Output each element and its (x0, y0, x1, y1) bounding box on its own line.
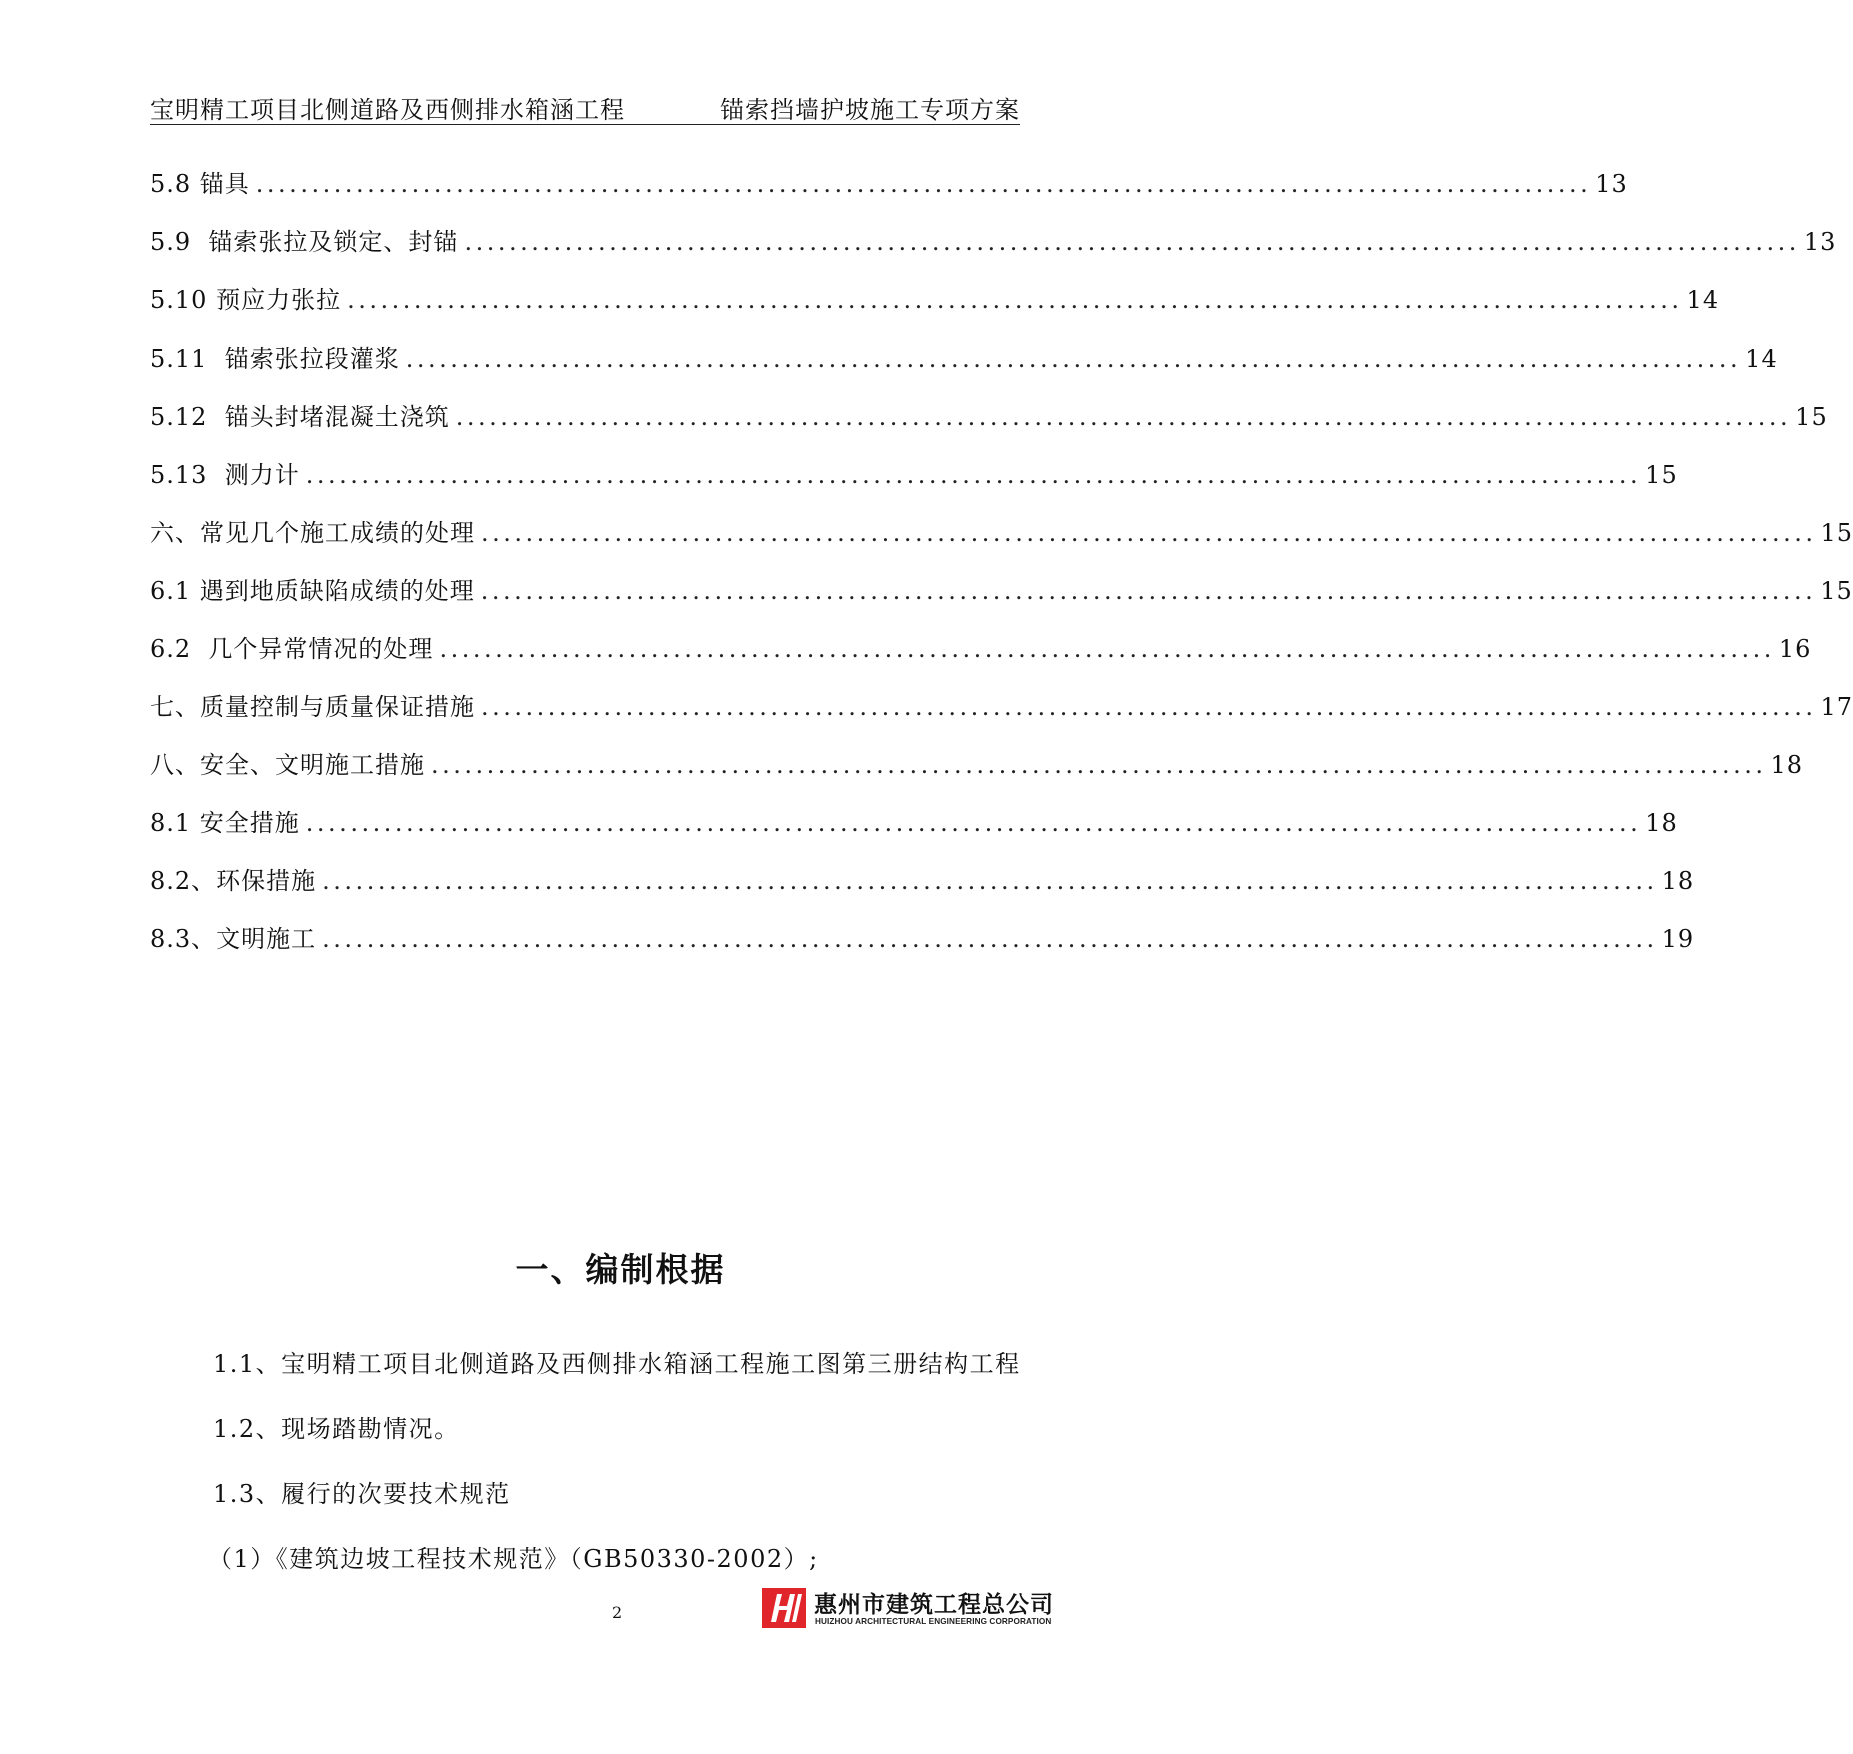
toc-entry-page: 13 (1803, 228, 1837, 256)
toc-leader-dots: ........................................................................................................................ (455, 403, 1792, 431)
toc-entry[interactable] (150, 861, 1695, 897)
toc-entry[interactable] (150, 919, 1695, 955)
toc-entry-label: 8.1 安全措施 (150, 809, 300, 837)
toc-leader-dots: ........................................................................................................................ (480, 577, 1817, 605)
toc-entry-label: 六、常见几个施工成绩的处理 (150, 519, 475, 547)
toc-leader-dots: ........................................................................................................................ (322, 925, 1658, 953)
company-name-en: HUIZHOU ARCHITECTURAL ENGINEERING CORPORATION (815, 1617, 1052, 1626)
toc-entry-label: 5.9 锚索张拉及锁定、封锚 (150, 228, 459, 256)
toc-entry-label: 8.2、环保措施 (150, 867, 317, 895)
toc-entry-label: 8.3、文明施工 (150, 925, 317, 953)
page-number: 2 (612, 1603, 623, 1622)
toc-entry[interactable] (150, 571, 1853, 607)
toc-entry[interactable] (150, 513, 1853, 549)
toc-entry-label: 七、质量控制与质量保证措施 (150, 693, 475, 721)
toc-leader-dots: ........................................................................................................................ (431, 751, 1767, 779)
toc-entry-page: 18 (1645, 809, 1678, 837)
toc-entry[interactable] (150, 339, 1778, 375)
toc-leader-dots: ........................................................................................................................ (481, 519, 1817, 547)
toc-entry[interactable] (150, 629, 1812, 665)
toc-entry-page: 19 (1661, 925, 1695, 953)
company-logo (762, 1588, 1062, 1630)
toc-entry-page: 16 (1778, 635, 1812, 663)
company-logo-icon (762, 1588, 806, 1628)
body-paragraph: （1）《建筑边坡工程技术规范》（GB50330-2002）; (208, 1545, 819, 1573)
toc-entry-page: 15 (1820, 577, 1853, 605)
toc-entry-label: 5.11 锚索张拉段灌浆 (150, 345, 400, 373)
toc-entry-page: 13 (1595, 170, 1628, 198)
toc-leader-dots: ........................................................................................................................ (464, 228, 1800, 256)
body-paragraph: 1.3、履行的次要技术规范 (213, 1480, 511, 1508)
toc-leader-dots: ........................................................................................................................ (305, 809, 1642, 837)
toc-entry-label: 5.12 锚头封堵混凝土浇筑 (150, 403, 450, 431)
toc-entry-page: 15 (1820, 519, 1853, 547)
toc-entry-page: 17 (1820, 693, 1853, 721)
section-heading: 一、编制根据 (515, 1250, 726, 1289)
toc-entry-label: 6.1 遇到地质缺陷成绩的处理 (150, 577, 475, 605)
toc-entry-page: 14 (1686, 286, 1720, 314)
toc-entry[interactable] (150, 687, 1853, 723)
toc-entry[interactable] (150, 455, 1678, 491)
header-project-title: 宝明精工项目北侧道路及西侧排水箱涵工程 (150, 96, 625, 124)
toc-entry[interactable] (150, 280, 1720, 316)
toc-leader-dots: ........................................................................................................................ (481, 693, 1817, 721)
toc-entry-page: 18 (1661, 867, 1695, 895)
body-paragraph: 1.2、现场踏勘情况。 (213, 1415, 460, 1443)
company-name-cn: 惠州市建筑工程总公司 (814, 1592, 1054, 1618)
toc-leader-dots: ........................................................................................................................ (322, 867, 1658, 895)
toc-entry-page: 15 (1795, 403, 1828, 431)
toc-entry-label: 5.10 预应力张拉 (150, 286, 342, 314)
body-paragraph: 1.1、宝明精工项目北侧道路及西侧排水箱涵工程施工图第三册结构工程 (213, 1350, 1021, 1378)
toc-entry[interactable] (150, 164, 1628, 200)
toc-entry[interactable] (150, 397, 1828, 433)
toc-leader-dots: ........................................................................................................................ (347, 286, 1683, 314)
toc-entry-label: 5.8 锚具 (150, 170, 250, 198)
toc-entry-label: 5.13 测力计 (150, 461, 300, 489)
toc-entry-label: 八、安全、文明施工措施 (150, 751, 425, 779)
toc-entry-label: 6.2 几个异常情况的处理 (150, 635, 434, 663)
toc-leader-dots: ........................................................................................................................ (405, 345, 1742, 373)
toc-entry[interactable] (150, 803, 1678, 839)
toc-leader-dots: ........................................................................................................................ (439, 635, 1775, 663)
toc-leader-dots: ........................................................................................................................ (305, 461, 1642, 489)
toc-entry-page: 15 (1645, 461, 1678, 489)
toc-leader-dots: ........................................................................................................................ (255, 170, 1592, 198)
toc-entry[interactable] (150, 745, 1804, 781)
toc-entry-page: 14 (1745, 345, 1778, 373)
toc-entry-page: 18 (1770, 751, 1804, 779)
page-header (150, 88, 1020, 125)
toc-entry[interactable] (150, 222, 1837, 258)
header-document-title: 锚索挡墙护坡施工专项方案 (720, 96, 1020, 124)
